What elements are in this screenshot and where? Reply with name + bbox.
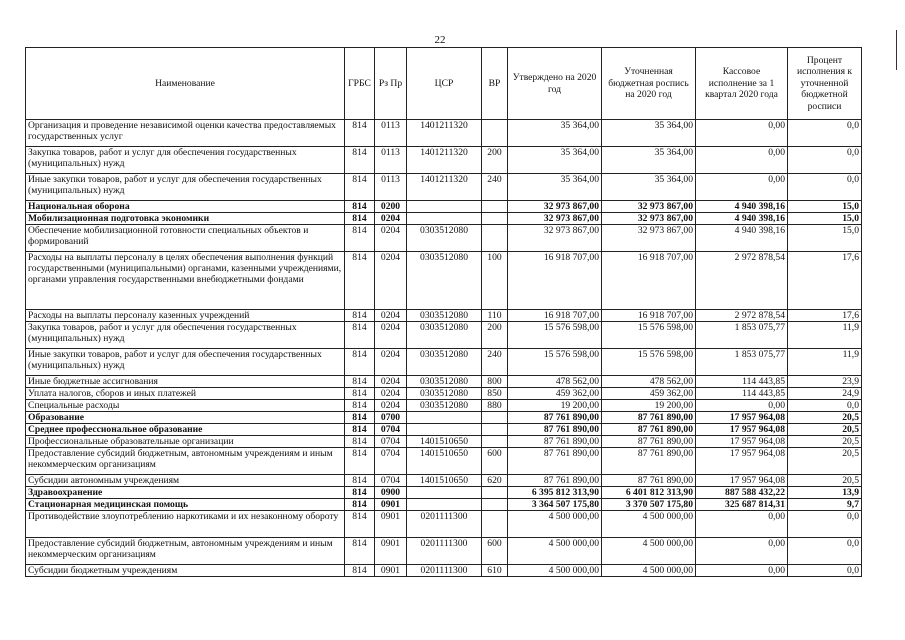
cell-refined: 87 761 890,00 [602, 448, 696, 475]
cell-grbs: 814 [345, 201, 375, 213]
cell-name: Профессиональные образовательные организации [26, 436, 345, 448]
cell-cash: 17 957 964,08 [696, 475, 788, 487]
cell-csr: 0201111300 [407, 565, 482, 577]
cell-approved: 15 576 598,00 [508, 322, 602, 349]
table-row [26, 448, 862, 475]
cell-approved: 32 973 867,00 [508, 225, 602, 252]
cell-name: Субсидии автономным учреждениям [26, 475, 345, 487]
cell-grbs: 814 [345, 376, 375, 388]
cell-refined: 15 576 598,00 [602, 322, 696, 349]
cell-csr: 0303512080 [407, 252, 482, 310]
cell-percent: 0,0 [788, 174, 862, 201]
cell-approved: 32 973 867,00 [508, 201, 602, 213]
cell-grbs: 814 [345, 565, 375, 577]
cell-vr [482, 225, 508, 252]
cell-grbs: 814 [345, 475, 375, 487]
header-grbs: ГРБС [345, 48, 375, 120]
cell-vr [482, 499, 508, 511]
cell-approved: 4 500 000,00 [508, 511, 602, 538]
cell-vr: 110 [482, 310, 508, 322]
cell-rzpr: 0204 [375, 310, 407, 322]
cell-vr: 620 [482, 475, 508, 487]
cell-refined: 32 973 867,00 [602, 201, 696, 213]
cell-csr [407, 213, 482, 225]
cell-rzpr: 0113 [375, 174, 407, 201]
table-row [26, 475, 862, 487]
cell-percent: 0,0 [788, 400, 862, 412]
table-row [26, 412, 862, 424]
cell-csr [407, 201, 482, 213]
cell-rzpr: 0113 [375, 120, 407, 147]
cell-rzpr: 0704 [375, 424, 407, 436]
cell-percent: 23,9 [788, 376, 862, 388]
table-body [26, 120, 862, 577]
table-row [26, 201, 862, 213]
cell-percent: 0,0 [788, 147, 862, 174]
cell-approved: 35 364,00 [508, 174, 602, 201]
cell-name: Обеспечение мобилизационной готовности специальных объектов и формирований [26, 225, 345, 252]
cell-percent: 17,6 [788, 310, 862, 322]
cell-approved: 87 761 890,00 [508, 424, 602, 436]
cell-rzpr: 0901 [375, 511, 407, 538]
cell-approved: 478 562,00 [508, 376, 602, 388]
cell-vr: 240 [482, 174, 508, 201]
cell-percent: 15,0 [788, 225, 862, 252]
cell-approved: 16 918 707,00 [508, 310, 602, 322]
cell-refined: 87 761 890,00 [602, 412, 696, 424]
cell-cash: 17 957 964,08 [696, 424, 788, 436]
cell-refined: 3 370 507 175,80 [602, 499, 696, 511]
page-number: 22 [434, 34, 446, 46]
cell-percent: 0,0 [788, 120, 862, 147]
table-row [26, 499, 862, 511]
cell-cash: 2 972 878,54 [696, 310, 788, 322]
table-row [26, 424, 862, 436]
cell-cash: 0,00 [696, 400, 788, 412]
cell-rzpr: 0700 [375, 412, 407, 424]
table-row [26, 310, 862, 322]
cell-name: Среднее профессиональное образование [26, 424, 345, 436]
cell-refined: 4 500 000,00 [602, 538, 696, 565]
cell-percent: 13,9 [788, 487, 862, 499]
cell-approved: 87 761 890,00 [508, 436, 602, 448]
cell-refined: 6 401 812 313,90 [602, 487, 696, 499]
cell-csr: 0303512080 [407, 400, 482, 412]
table-row [26, 436, 862, 448]
cell-approved: 19 200,00 [508, 400, 602, 412]
cell-vr: 240 [482, 349, 508, 376]
cell-refined: 478 562,00 [602, 376, 696, 388]
table-row [26, 565, 862, 577]
cell-vr: 600 [482, 538, 508, 565]
cell-refined: 35 364,00 [602, 174, 696, 201]
cell-cash: 4 940 398,16 [696, 225, 788, 252]
cell-vr: 100 [482, 252, 508, 310]
cell-vr: 850 [482, 388, 508, 400]
cell-refined: 32 973 867,00 [602, 225, 696, 252]
cell-csr: 1401211320 [407, 120, 482, 147]
cell-rzpr: 0204 [375, 252, 407, 310]
cell-approved: 32 973 867,00 [508, 213, 602, 225]
cell-grbs: 814 [345, 310, 375, 322]
cell-percent: 20,5 [788, 448, 862, 475]
cell-percent: 0,0 [788, 565, 862, 577]
cell-vr [482, 120, 508, 147]
cell-rzpr: 0113 [375, 147, 407, 174]
cell-cash: 1 853 075,77 [696, 349, 788, 376]
cell-csr: 0303512080 [407, 225, 482, 252]
cell-approved: 459 362,00 [508, 388, 602, 400]
cell-approved: 16 918 707,00 [508, 252, 602, 310]
cell-grbs: 814 [345, 448, 375, 475]
cell-refined: 4 500 000,00 [602, 565, 696, 577]
table-row [26, 487, 862, 499]
cell-name: Национальная оборона [26, 201, 345, 213]
cell-name: Иные бюджетные ассигнования [26, 376, 345, 388]
table-row [26, 388, 862, 400]
cell-csr [407, 487, 482, 499]
cell-grbs: 814 [345, 322, 375, 349]
cell-csr [407, 412, 482, 424]
cell-cash: 17 957 964,08 [696, 448, 788, 475]
cell-percent: 0,0 [788, 511, 862, 538]
cell-name: Здравоохранение [26, 487, 345, 499]
cell-refined: 15 576 598,00 [602, 349, 696, 376]
cell-cash: 0,00 [696, 538, 788, 565]
cell-cash: 887 588 432,22 [696, 487, 788, 499]
table-row [26, 147, 862, 174]
cell-grbs: 814 [345, 120, 375, 147]
cell-name: Специальные расходы [26, 400, 345, 412]
cell-cash: 114 443,85 [696, 388, 788, 400]
cell-name: Мобилизационная подготовка экономики [26, 213, 345, 225]
header-approved: Утверждено на 2020 год [508, 48, 602, 120]
cell-name: Расходы на выплаты персоналу казенных учреждений [26, 310, 345, 322]
cell-rzpr: 0200 [375, 201, 407, 213]
cell-grbs: 814 [345, 147, 375, 174]
cell-vr [482, 511, 508, 538]
cell-rzpr: 0204 [375, 322, 407, 349]
cell-percent: 20,5 [788, 475, 862, 487]
cell-approved: 87 761 890,00 [508, 448, 602, 475]
cell-refined: 4 500 000,00 [602, 511, 696, 538]
cell-cash: 2 972 878,54 [696, 252, 788, 310]
cell-approved: 35 364,00 [508, 147, 602, 174]
cell-csr: 0303512080 [407, 310, 482, 322]
cell-name: Иные закупки товаров, работ и услуг для обеспечения государственных (муниципальных) нужд [26, 349, 345, 376]
cell-refined: 32 973 867,00 [602, 213, 696, 225]
cell-rzpr: 0204 [375, 388, 407, 400]
cell-rzpr: 0901 [375, 538, 407, 565]
header-refined: Уточненная бюджетная роспись на 2020 год [602, 48, 696, 120]
table-row [26, 349, 862, 376]
cell-approved: 35 364,00 [508, 120, 602, 147]
cell-percent: 17,6 [788, 252, 862, 310]
cell-rzpr: 0901 [375, 499, 407, 511]
cell-csr [407, 424, 482, 436]
cell-vr: 200 [482, 147, 508, 174]
cell-grbs: 814 [345, 349, 375, 376]
cell-csr: 0201111300 [407, 511, 482, 538]
cell-refined: 16 918 707,00 [602, 310, 696, 322]
cell-grbs: 814 [345, 225, 375, 252]
cell-rzpr: 0900 [375, 487, 407, 499]
cell-rzpr: 0704 [375, 436, 407, 448]
cell-cash: 0,00 [696, 174, 788, 201]
budget-table [25, 47, 862, 577]
cell-csr: 1401510650 [407, 475, 482, 487]
cell-grbs: 814 [345, 499, 375, 511]
header-cash: Кассовое исполнение за 1 квартал 2020 года [696, 48, 788, 120]
cell-rzpr: 0204 [375, 400, 407, 412]
table-row [26, 252, 862, 310]
cell-csr: 1401510650 [407, 436, 482, 448]
cell-rzpr: 0204 [375, 376, 407, 388]
cell-name: Иные закупки товаров, работ и услуг для обеспечения государственных (муниципальных) нужд [26, 174, 345, 201]
cell-refined: 87 761 890,00 [602, 475, 696, 487]
cell-percent: 11,9 [788, 322, 862, 349]
table-row [26, 400, 862, 412]
table-row [26, 322, 862, 349]
cell-approved: 87 761 890,00 [508, 475, 602, 487]
cell-name: Закупка товаров, работ и услуг для обеспечения государственных (муниципальных) нужд [26, 147, 345, 174]
header-name: Наименование [26, 48, 345, 120]
cell-name: Образование [26, 412, 345, 424]
cell-grbs: 814 [345, 174, 375, 201]
table-row [26, 213, 862, 225]
cell-cash: 0,00 [696, 147, 788, 174]
table-row [26, 538, 862, 565]
cell-vr: 600 [482, 448, 508, 475]
cell-percent: 11,9 [788, 349, 862, 376]
cell-vr: 200 [482, 322, 508, 349]
cell-vr [482, 201, 508, 213]
cell-rzpr: 0204 [375, 349, 407, 376]
cell-grbs: 814 [345, 487, 375, 499]
cell-rzpr: 0704 [375, 475, 407, 487]
cell-vr: 610 [482, 565, 508, 577]
cell-vr [482, 487, 508, 499]
cell-percent: 15,0 [788, 213, 862, 225]
cell-rzpr: 0901 [375, 565, 407, 577]
cell-approved: 4 500 000,00 [508, 538, 602, 565]
table-row [26, 511, 862, 538]
cell-name: Уплата налогов, сборов и иных платежей [26, 388, 345, 400]
cell-percent: 24,9 [788, 388, 862, 400]
cell-csr: 0303512080 [407, 388, 482, 400]
cell-name: Противодействие злоупотреблению наркотиками и их незаконному обороту [26, 511, 345, 538]
cell-refined: 87 761 890,00 [602, 436, 696, 448]
cell-vr: 880 [482, 400, 508, 412]
cell-cash: 114 443,85 [696, 376, 788, 388]
table-row [26, 174, 862, 201]
cell-csr: 1401211320 [407, 147, 482, 174]
header-vr: ВР [482, 48, 508, 120]
cell-grbs: 814 [345, 424, 375, 436]
cell-percent: 20,5 [788, 412, 862, 424]
cell-cash: 17 957 964,08 [696, 412, 788, 424]
cell-grbs: 814 [345, 538, 375, 565]
cell-cash: 0,00 [696, 120, 788, 147]
cell-grbs: 814 [345, 511, 375, 538]
cell-percent: 20,5 [788, 436, 862, 448]
cell-cash: 0,00 [696, 511, 788, 538]
cell-cash: 17 957 964,08 [696, 436, 788, 448]
cell-csr: 1401510650 [407, 448, 482, 475]
header-rzpr: Рз Пр [375, 48, 407, 120]
table-row [26, 225, 862, 252]
cell-cash: 325 687 814,31 [696, 499, 788, 511]
cell-csr: 0201111300 [407, 538, 482, 565]
cell-rzpr: 0704 [375, 448, 407, 475]
header-csr: ЦСР [407, 48, 482, 120]
header-percent: Процент исполнения к уточненной бюджетной росписи [788, 48, 862, 120]
cell-vr [482, 412, 508, 424]
cell-csr: 1401211320 [407, 174, 482, 201]
cell-csr: 0303512080 [407, 349, 482, 376]
cell-refined: 459 362,00 [602, 388, 696, 400]
cell-csr [407, 499, 482, 511]
cell-grbs: 814 [345, 412, 375, 424]
cell-approved: 4 500 000,00 [508, 565, 602, 577]
cell-csr: 0303512080 [407, 322, 482, 349]
cell-vr [482, 436, 508, 448]
cell-rzpr: 0204 [375, 225, 407, 252]
cell-rzpr: 0204 [375, 213, 407, 225]
table-row [26, 120, 862, 147]
cell-vr [482, 424, 508, 436]
cell-vr [482, 213, 508, 225]
cell-cash: 0,00 [696, 565, 788, 577]
cell-approved: 6 395 812 313,90 [508, 487, 602, 499]
cell-grbs: 814 [345, 436, 375, 448]
cell-percent: 9,7 [788, 499, 862, 511]
cell-name: Расходы на выплаты персоналу в целях обеспечения выполнения функций государственными (муниципальными) органами, казенными учреждениями, органами управления государственными внебюджетными фондами [26, 252, 345, 310]
cell-percent: 20,5 [788, 424, 862, 436]
cell-approved: 15 576 598,00 [508, 349, 602, 376]
cell-name: Предоставление субсидий бюджетным, автономным учреждениям и иным некоммерческим организациям [26, 538, 345, 565]
cell-vr: 800 [482, 376, 508, 388]
cell-cash: 4 940 398,16 [696, 213, 788, 225]
cell-cash: 4 940 398,16 [696, 201, 788, 213]
table-header-row [26, 48, 862, 120]
cell-csr: 0303512080 [407, 376, 482, 388]
cell-name: Предоставление субсидий бюджетным, автономным учреждениям и иным некоммерческим организациям [26, 448, 345, 475]
cell-name: Закупка товаров, работ и услуг для обеспечения государственных (муниципальных) нужд [26, 322, 345, 349]
cell-grbs: 814 [345, 252, 375, 310]
cell-refined: 35 364,00 [602, 120, 696, 147]
cell-grbs: 814 [345, 213, 375, 225]
cell-name: Организация и проведение независимой оценки качества предоставляемых государственных услуг [26, 120, 345, 147]
cell-name: Стационарная медицинская помощь [26, 499, 345, 511]
table-row [26, 376, 862, 388]
cell-name: Субсидии бюджетным учреждениям [26, 565, 345, 577]
cell-refined: 35 364,00 [602, 147, 696, 174]
cell-percent: 15,0 [788, 201, 862, 213]
cell-grbs: 814 [345, 400, 375, 412]
cell-approved: 3 364 507 175,80 [508, 499, 602, 511]
cell-grbs: 814 [345, 388, 375, 400]
page-edge-line [896, 30, 897, 70]
cell-approved: 87 761 890,00 [508, 412, 602, 424]
cell-cash: 1 853 075,77 [696, 322, 788, 349]
cell-refined: 19 200,00 [602, 400, 696, 412]
cell-refined: 16 918 707,00 [602, 252, 696, 310]
cell-refined: 87 761 890,00 [602, 424, 696, 436]
cell-percent: 0,0 [788, 538, 862, 565]
